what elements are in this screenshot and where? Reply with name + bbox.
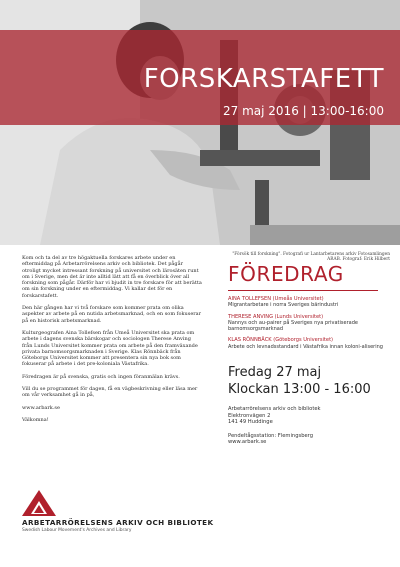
- lecture-item: [228, 314, 388, 333]
- triangle-logo-icon: [22, 490, 56, 516]
- welcome-text: Välkomna!: [22, 416, 49, 423]
- intro-paragraph: Föredragen är på svenska, gratis och ingen föranmälan krävs.: [22, 373, 180, 380]
- photo-caption: "Försök till forskning". Fotografi ur Lantarbetarens arkiv Fotosamlingen ARAB. Fotograf: Erik Hilbert: [232, 252, 390, 263]
- event-datetime: [228, 364, 388, 398]
- lecture-topic: Nannys och au-pairer på Sveriges nya privatiserade barnomsorgsmarknad: [228, 320, 358, 333]
- page-title: FORSKARSTAFETT: [143, 64, 384, 94]
- header-photo: [0, 0, 400, 245]
- lecture-item: [228, 296, 388, 309]
- venue-name: Arbetarrörelsens arkiv och bibliotek: [228, 406, 321, 413]
- website-link-secondary[interactable]: www.arbark.se: [228, 439, 267, 446]
- lecture-column: [228, 262, 388, 446]
- intro-paragraph: Kom och ta del av tre högaktuella forskares arbete under en eftermiddag på Arbetarrörelsens arkiv och bibliotek. Det pågår otroligt mycket intressant forskning på universitet och lärosäten runt om i Sverige, men det är inte alltid lätt att få en överblick över all forskning som pågår. Därför har vi bjudit in tre forskare för att berätta om sin forskning under en eftermiddag. Vi kallar det för en forskarstafett.: [22, 255, 202, 299]
- organization-logo: [22, 490, 232, 533]
- lecture-speaker: KLAS RÖNNBÄCK (Göteborgs Universitet): [228, 337, 334, 344]
- lecture-topic: Migrantarbetare i norra Sveriges bärindustri: [228, 302, 339, 309]
- intro-paragraph: Vill du se programmet för dagen, få en vägbeskrivning eller läsa mer om vår verksamhet gå in på,: [22, 386, 198, 399]
- lecture-item: [228, 337, 388, 350]
- event-time: Klockan 13:00 - 16:00: [228, 382, 371, 398]
- lecture-speaker: THERESE ANVING (Lunds Universitet): [228, 313, 324, 320]
- intro-paragraph: Den här gången har vi två forskare som kommer prata om olika aspekter av arbete på en nutida arbetsmarknad, och en som fokuserar på en historisk arbetsmarknad.: [22, 305, 202, 324]
- venue-address: [228, 406, 388, 426]
- transit-info: [228, 433, 388, 446]
- event-date: Fredag 27 maj: [228, 365, 322, 381]
- venue-street: Elektronvägen 2: [228, 412, 271, 419]
- lecture-speaker: AINA TOLLEFSEN (Umeås Universitet): [228, 296, 324, 302]
- lecture-topic: Arbete och levnadsstandard i Västafrika innan koloni-alisering: [228, 343, 383, 350]
- train-station: Pendeltågsstation: Flemingsberg: [228, 432, 314, 439]
- intro-text: [22, 255, 202, 429]
- logo-tagline: Swedish Labour Movement's Archives and Library: [22, 528, 132, 533]
- heading-divider: [228, 290, 378, 291]
- intro-paragraph: Kulturgeografen Aina Tollefsen från Umeå Universitet ska prata om arbete i dagens svenska bärskogar och sociologen Therese Anving från Lunds Universitet kommer prata om arbete på den framväxande privata barnomsorgsmarknaden i Sverige. Klas Rönnbäck från Göteborgs Universitet kommer att presentera sin nya bok som fokuserar på arbete i det pre-koloniala Västafrika.: [22, 329, 198, 368]
- website-link[interactable]: www.arbark.se: [22, 404, 60, 411]
- venue-city: 141 49 Huddinge: [228, 419, 273, 426]
- lectures-heading: FÖREDRAG: [228, 262, 344, 286]
- logo-name: ARBETARRÖRELSENS ARKIV OCH BIBLIOTEK: [22, 518, 214, 527]
- event-date-time: 27 maj 2016 | 13:00-16:00: [223, 104, 384, 118]
